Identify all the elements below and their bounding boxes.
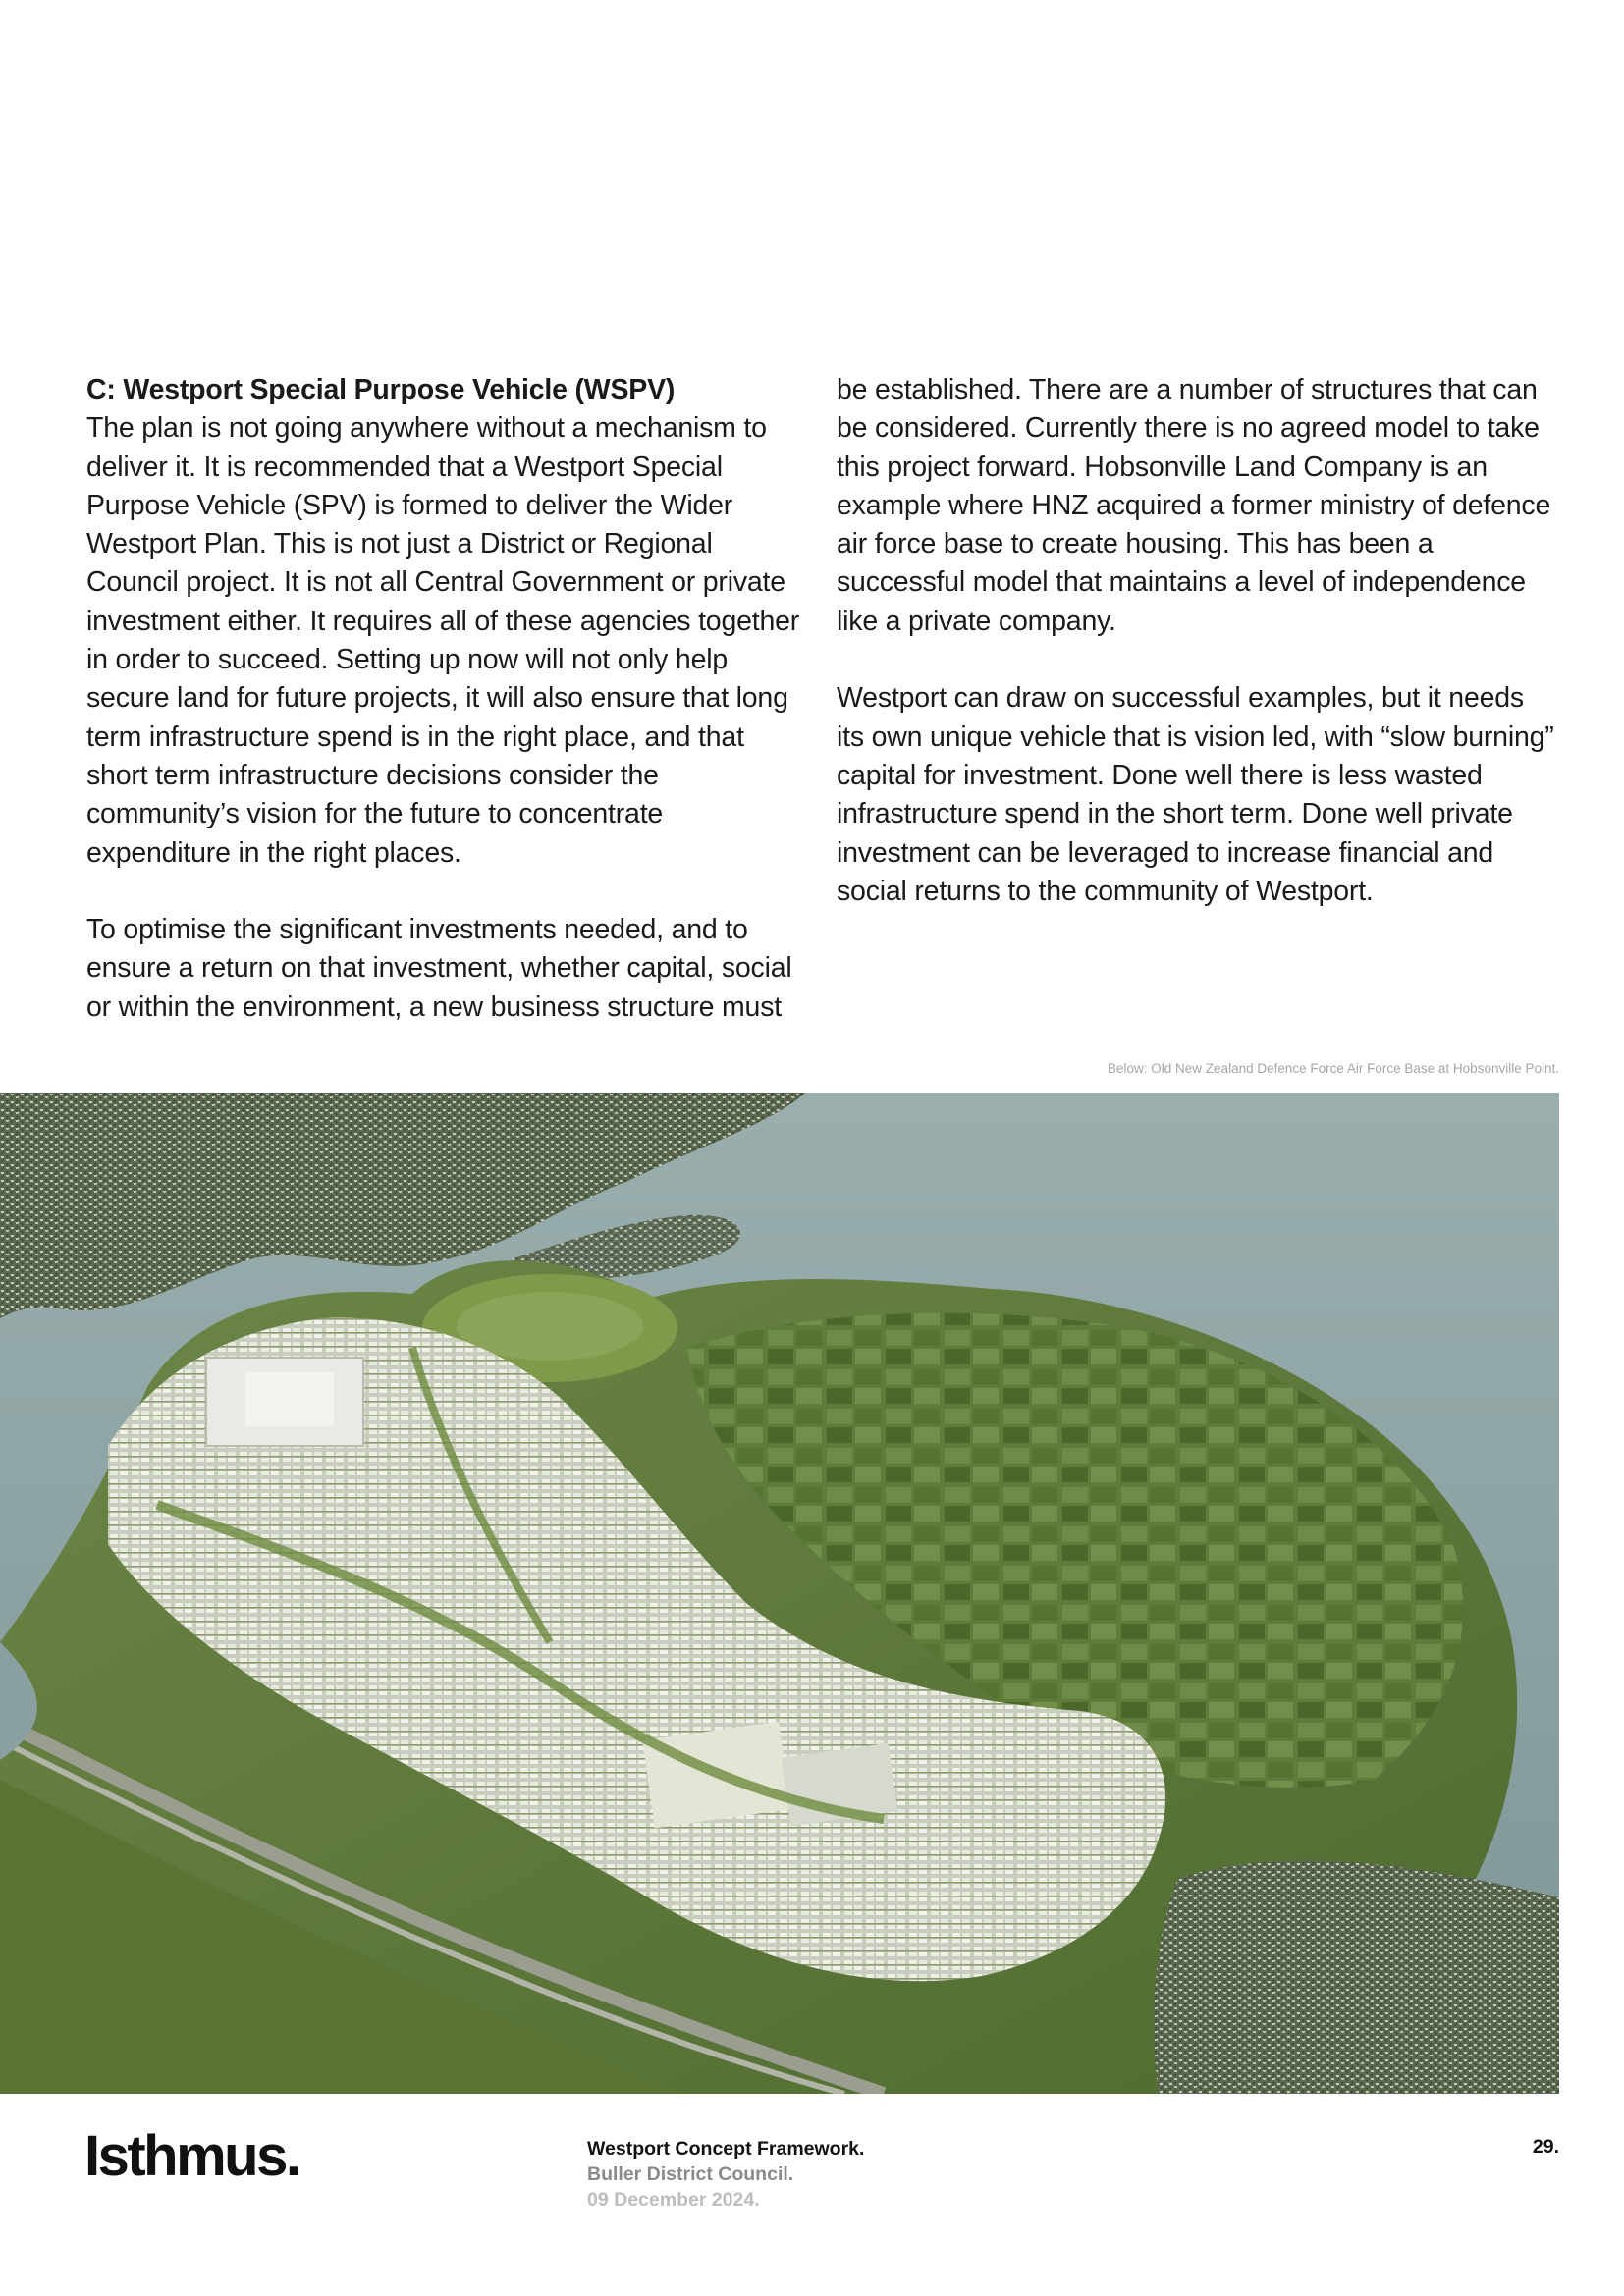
aerial-photo — [0, 1093, 1559, 2094]
document-client: Buller District Council. — [587, 2163, 794, 2185]
document-date: 09 December 2024. — [587, 2189, 760, 2211]
left-paragraph-1 — [86, 371, 808, 873]
left-paragraph-1-text: The plan is not going anywhere without a mechanism to deliver it. It is recommended that a Westport Special Purpose Vehicle (SPV) is formed to deliver the Wider Westport Plan. This is not just a District or Regional Council project. It is not all Central Government or private investment either. It requires all of these agencies together in order to succeed. Setting up now will not only help secure land for future projects, it will also ensure that long term infrastructure spend is in the right place, and that short term infrastructure decisions consider the community’s vision for the future to concentrate expenditure in the right places. — [86, 412, 800, 869]
aerial-photo-illustration — [0, 1093, 1559, 2094]
section-heading: C: Westport Special Purpose Vehicle (WSPV) — [86, 374, 676, 405]
right-text-column — [837, 371, 1558, 911]
right-paragraph-2: Westport can draw on successful examples, but it needs its own unique vehicle that is vision led, with “slow burning” capital for investment. Done well there is less wasted infrastructure spend in the short term. Done well private investment can be leveraged to increase financial and social returns to the community of Westport. — [837, 682, 1554, 907]
left-text-column — [86, 371, 808, 1027]
image-caption: Below: Old New Zealand Defence Force Air Force Base at Hobsonville Point. — [1108, 1061, 1559, 1076]
document-title: Westport Concept Framework. — [587, 2138, 865, 2160]
east-settlement — [1154, 1861, 1559, 2094]
hangar-block — [245, 1372, 334, 1426]
document-meta — [587, 2136, 864, 2213]
left-paragraph-2: To optimise the significant investments needed, and to ensure a return on that investment, whether capital, social or within the environment, a new business structure must — [86, 914, 792, 1023]
page-number: 29. — [1532, 2136, 1559, 2158]
right-paragraph-1: be established. There are a number of structures that can be considered. Currently there is no agreed model to take this project forward. Hobsonville Land Company is an example where HNZ acquired a former ministry of defence air force base to create housing. This has been a successful model that maintains a level of independence like a private company. — [837, 374, 1551, 637]
isthmus-logo: Isthmus. — [84, 2124, 299, 2188]
